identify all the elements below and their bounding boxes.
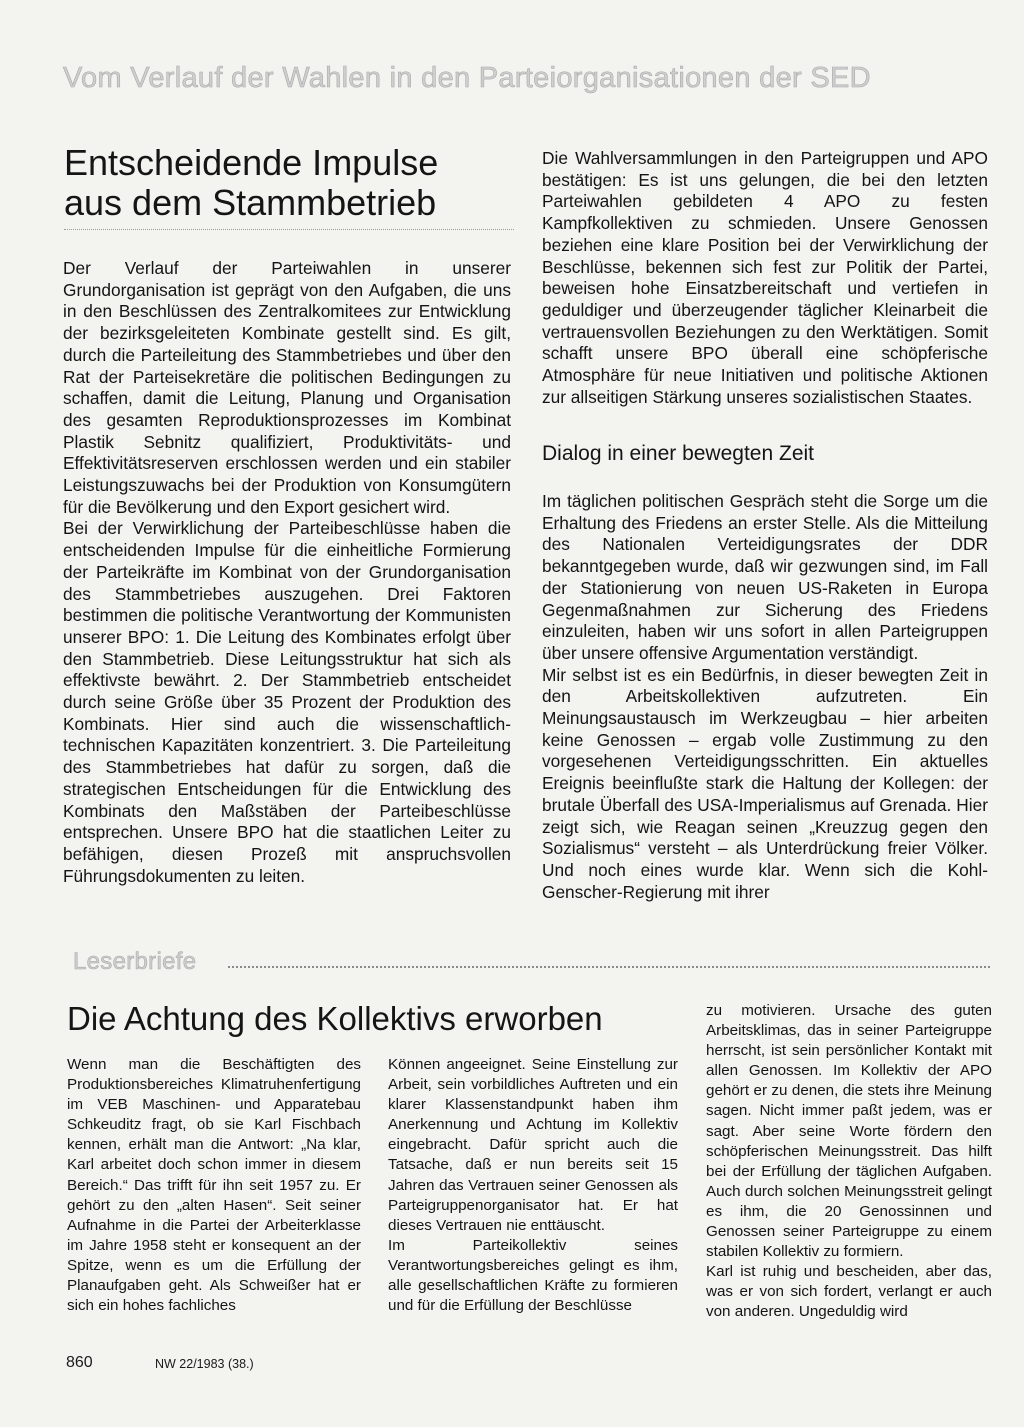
letter-paragraph: Im Parteikollektiv seines Verantwortungsbereiches gelingt es ihm, alle gesellschaftlichen Kräfte zu formieren und für die Erfüllung der Beschlüsse: [388, 1236, 678, 1315]
section-divider: [228, 966, 990, 968]
article-headline: [64, 143, 504, 223]
issue-reference: NW 22/1983 (38.): [155, 1357, 254, 1371]
article-paragraph: Bei der Verwirklichung der Parteibeschlüsse haben die entscheidenden Impulse für die einheitliche Formierung der Parteikräfte im Kombinat von der Grundorganisation des Stammbetriebes auszugehen. Drei Faktoren bestimmen die politische Verantwortung der Kommunisten unserer BPO: 1. Die Leitung des Kombinates erfolgt über den Stammbetrieb. Diese Leitungsstruktur hat sich als effektivste bewährt. 2. Der Stammbetrieb entscheidet durch seine Größe über 35 Prozent der Produktion des Kombinats. Hier sind auch die wissenschaftlich-technischen Kapazitäten konzentriert. 3. Die Parteileitung des Stammbetriebes hat dafür zu sorgen, daß die strategischen Entscheidungen für die Entwicklung des Kombinats den Maßstäben der Parteibeschlüsse entsprechen. Unsere BPO hat die staatlichen Leiter zu befähigen, diesen Prozeß mit anspruchsvollen Führungsdokumenten zu leiten.: [63, 518, 511, 886]
article-paragraph: Der Verlauf der Parteiwahlen in unserer Grundorganisation ist geprägt von den Aufgaben, die uns in den Beschlüssen des Zentralkomitees zur Entwicklung der bezirksgeleiteten Kombinate gestellt sind. Es gilt, durch die Parteileitung des Stammbetriebes und über den Rat der Parteisekretäre die politischen Bedingungen zu schaffen, damit die Leitung, Planung und Organisation des gesamten Reproduktionsprozesses im Kombinat Plastik Sebnitz qualifiziert, Produktivitäts- und Effektivitätsreserven erschlossen werden und ein stabiler Leistungszuwachs bei der Produktion von Konsumgütern für die Bevölkerung und den Export gesichert wird.: [63, 258, 511, 517]
letter-column-1: [67, 1055, 361, 1316]
section-kicker: Leserbriefe: [73, 948, 197, 975]
article-right-column: [542, 148, 988, 408]
headline-divider: [64, 229, 514, 230]
page-number: 860: [66, 1354, 93, 1371]
article-paragraph: Die Wahlversammlungen in den Parteigruppen und APO bestätigen: Es ist uns gelungen, die bei den letzten Parteiwahlen gebildeten 4 APO zu festen Kampfkollektiven zu schmieden. Unsere Genossen beziehen eine klare Position bei der Verwirklichung der Beschlüsse, bekennen sich fest zur Politik der Partei, beweisen hohe Einsatzbereitschaft und vertiefen in geduldiger und überzeugender täglicher Kleinarbeit die vertrauensvollen Beziehungen zu den Werktätigen. Somit schafft unsere BPO überall eine schöpferische Atmosphäre für neue Initiativen und politische Aktionen zur allseitigen Stärkung unseres sozialistischen Staates.: [542, 148, 988, 407]
headline-line-2: aus dem Stammbetrieb: [64, 182, 437, 223]
letter-column-2: [388, 1055, 678, 1316]
letter-paragraph: Karl ist ruhig und bescheiden, aber das, was er von sich fordert, verlangt er auch von anderen. Ungeduldig wird: [706, 1263, 992, 1321]
letter-paragraph: Wenn man die Beschäftigten des Produktionsbereiches Klimatruhenfertigung im VEB Maschinen- und Apparatebau Schkeuditz fragt, ob sie Karl Fischbach kennen, erhält man die Antwort: „Na klar, Karl arbeitet doch schon immer in diesem Bereich.“ Das trifft für ihn seit 1957 zu. Er gehört zu den „alten Hasen“. Seit seiner Aufnahme in die Partei der Arbeiterklasse im Jahre 1958 steht er konsequent an der Spitze, wenn es um die Erfüllung der Planaufgaben geht. Als Schweißer hat er sich ein hohes fachliches: [67, 1056, 361, 1315]
letter-column-3: [706, 1001, 992, 1323]
letter-paragraph: zu motivieren. Ursache des guten Arbeitsklimas, das in seiner Parteigruppe herrscht, ist sein persönlicher Kontakt mit allen Genossen. Im Kollektiv der APO gehört er zu denen, die stets ihre Meinung sagen. Nicht immer paßt jedem, was er sagt. Aber seine Worte fördern den schöpferischen Meinungsstreit. Das hilft bei der Erfüllung der täglichen Aufgaben. Auch durch solchen Meinungsstreit gelingt es ihm, die 20 Genossinnen und Genossen seiner Parteigruppe zu einem stabilen Kollektiv zu formiern.: [706, 1002, 992, 1261]
article-paragraph: Im täglichen politischen Gespräch steht die Sorge um die Erhaltung des Friedens an erster Stelle. Als die Mitteilung des Nationalen Verteidigungsrates der DDR bekanntgegeben wurde, daß wir gezwungen sind, im Fall der Stationierung von neuen US-Raketen in Europa Gegenmaßnahmen zur Sicherung des Friedens einzuleiten, haben wir uns sofort in allen Parteigruppen über unsere offensive Argumentation verständigt.: [542, 491, 988, 663]
dialog-section: [542, 491, 988, 903]
article-paragraph: Mir selbst ist es ein Bedürfnis, in dieser bewegten Zeit in den Arbeitskollektiven aufzutreten. Ein Meinungsaustausch im Werkzeugbau – hier arbeiten keine Genossen – ergab volle Zustimmung zu den vorgesehenen Verteidigungsschritten. Ein aktuelles Ereignis beeinflußte stark die Haltung der Kollegen: der brutale Überfall des USA-Imperialismus auf Grenada. Hier zeigt sich, wie Reagan seinen „Kreuzzug gegen den Sozialismus“ versteht – als Unterdrückung freier Völker. Und noch eines wurde klar. Wenn sich die Kohl-Genscher-Regierung mit ihrer: [542, 664, 988, 902]
letter-paragraph: Können angeeignet. Seine Einstellung zur Arbeit, sein vorbildliches Auftreten und ein klarer Klassenstandpunkt haben ihm Anerkennung und Achtung im Kollektiv eingebracht. Dafür spricht auch die Tatsache, daß er nun bereits seit 15 Jahren das Vertrauen seiner Genossen als Parteigruppenorganisator hat. Er hat dieses Vertrauen nie enttäuscht.: [388, 1056, 678, 1234]
article-subhead: Dialog in einer bewegten Zeit: [542, 442, 814, 465]
article-left-column: [63, 258, 511, 887]
series-kicker: Vom Verlauf der Wahlen in den Parteiorganisationen der SED: [63, 62, 871, 94]
letter-headline: Die Achtung des Kollektivs erworben: [67, 1000, 603, 1037]
headline-line-1: Entscheidende Impulse: [64, 142, 439, 183]
